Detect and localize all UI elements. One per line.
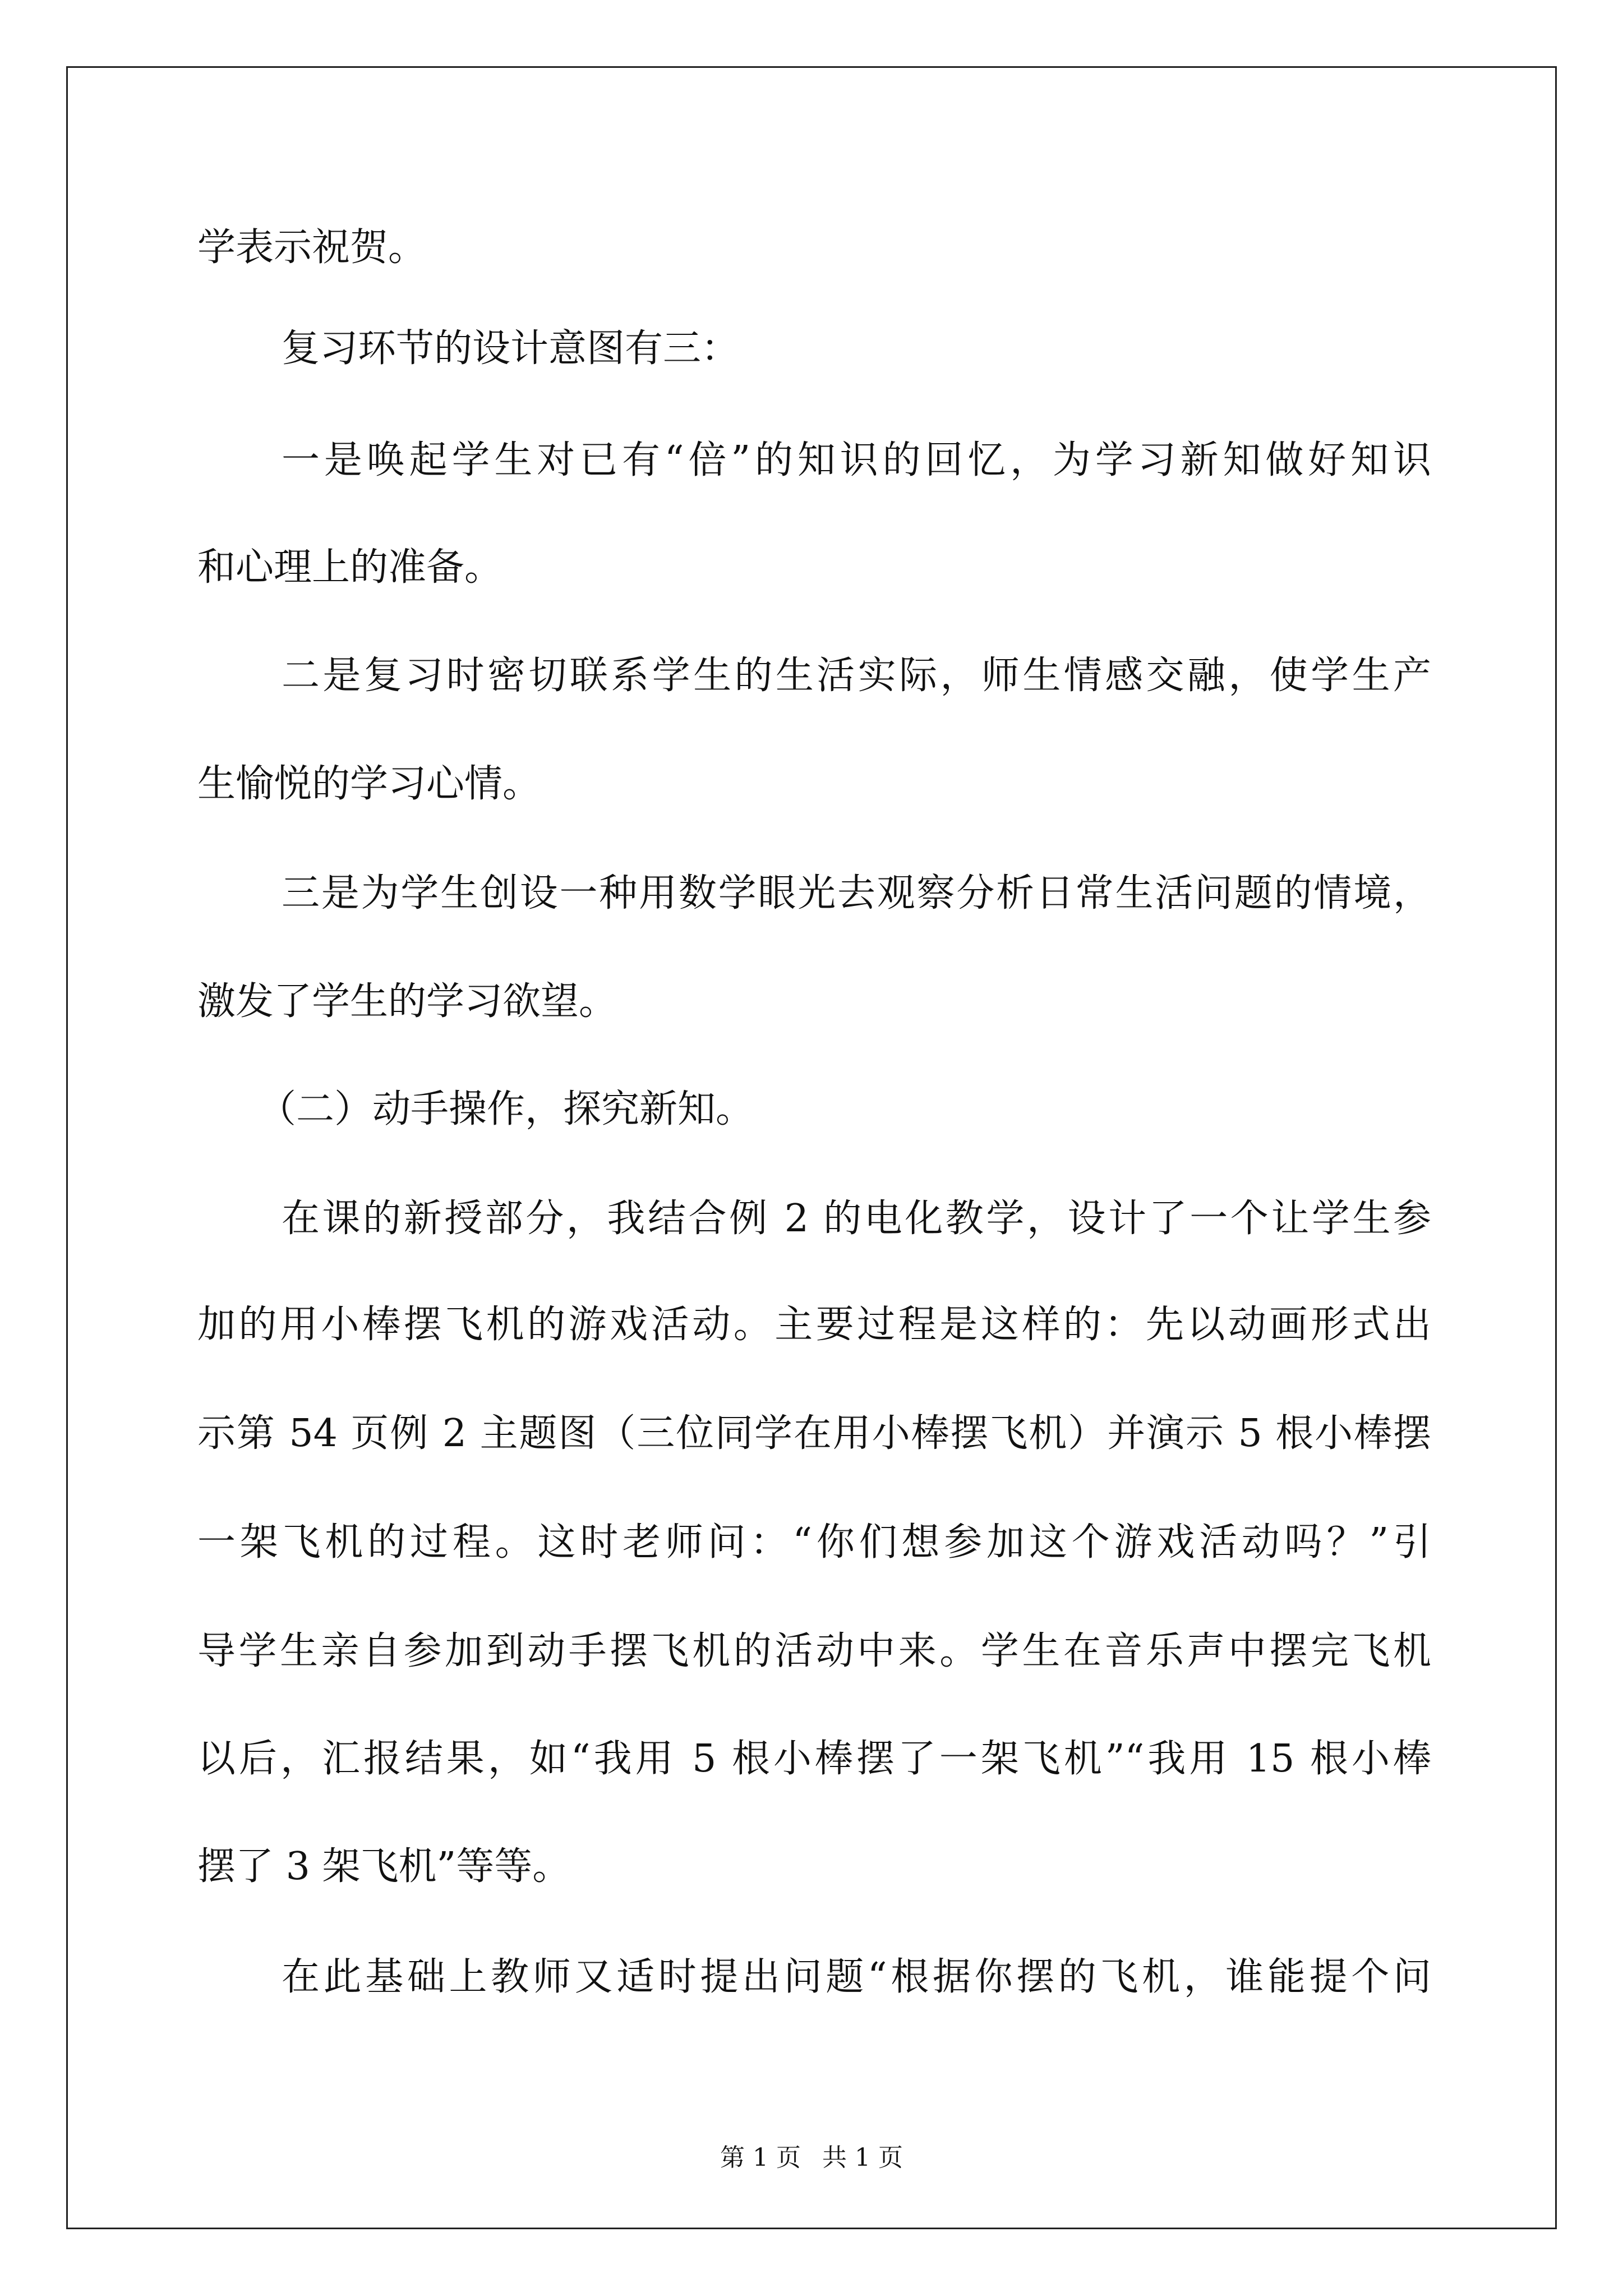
text-line: 加的用小棒摆飞机的游戏活动。主要过程是这样的：先以动画形式出 xyxy=(197,1303,1431,1347)
text-line: 一架飞机的过程。这时老师问：“你们想参加这个游戏活动吗？”引 xyxy=(197,1520,1431,1565)
page-border xyxy=(66,66,1557,2229)
text-line: 和心理上的准备。 xyxy=(197,545,503,590)
text-line: 示第 54 页例 2 主题图（三位同学在用小棒摆飞机）并演示 5 根小棒摆 xyxy=(197,1411,1431,1456)
text-line: 复习环节的设计意图有三： xyxy=(282,326,740,371)
text-line: 以后，汇报结果，如“我用 5 根小棒摆了一架飞机”“我用 15 根小棒 xyxy=(197,1737,1431,1781)
section-heading: （二）动手操作，探究新知。 xyxy=(258,1087,754,1131)
page-footer xyxy=(0,2137,1623,2173)
text-line: 激发了学生的学习欲望。 xyxy=(197,979,617,1024)
page-number: 第 1 页 xyxy=(720,2143,801,2172)
text-line: 导学生亲自参加到动手摆飞机的活动中来。学生在音乐声中摆完飞机 xyxy=(197,1629,1431,1673)
text-line: 二是复习时密切联系学生的生活实际，师生情感交融，使学生产 xyxy=(282,654,1431,698)
text-line: 摆了 3 架飞机”等等。 xyxy=(197,1844,571,1889)
page-total: 共 1 页 xyxy=(822,2143,903,2172)
text-line: 三是为学生创设一种用数学眼光去观察分析日常生活问题的情境， xyxy=(282,871,1431,915)
text-line: 生愉悦的学习心情。 xyxy=(197,762,541,806)
text-line: 学表示祝贺。 xyxy=(197,226,427,270)
text-line: 一是唤起学生对已有“倍”的知识的回忆，为学习新知做好知识 xyxy=(282,438,1431,482)
text-line: 在此基础上教师又适时提出问题“根据你摆的飞机，谁能提个问 xyxy=(282,1955,1431,1999)
text-line: 在课的新授部分，我结合例 2 的电化教学，设计了一个让学生参 xyxy=(282,1197,1431,1241)
